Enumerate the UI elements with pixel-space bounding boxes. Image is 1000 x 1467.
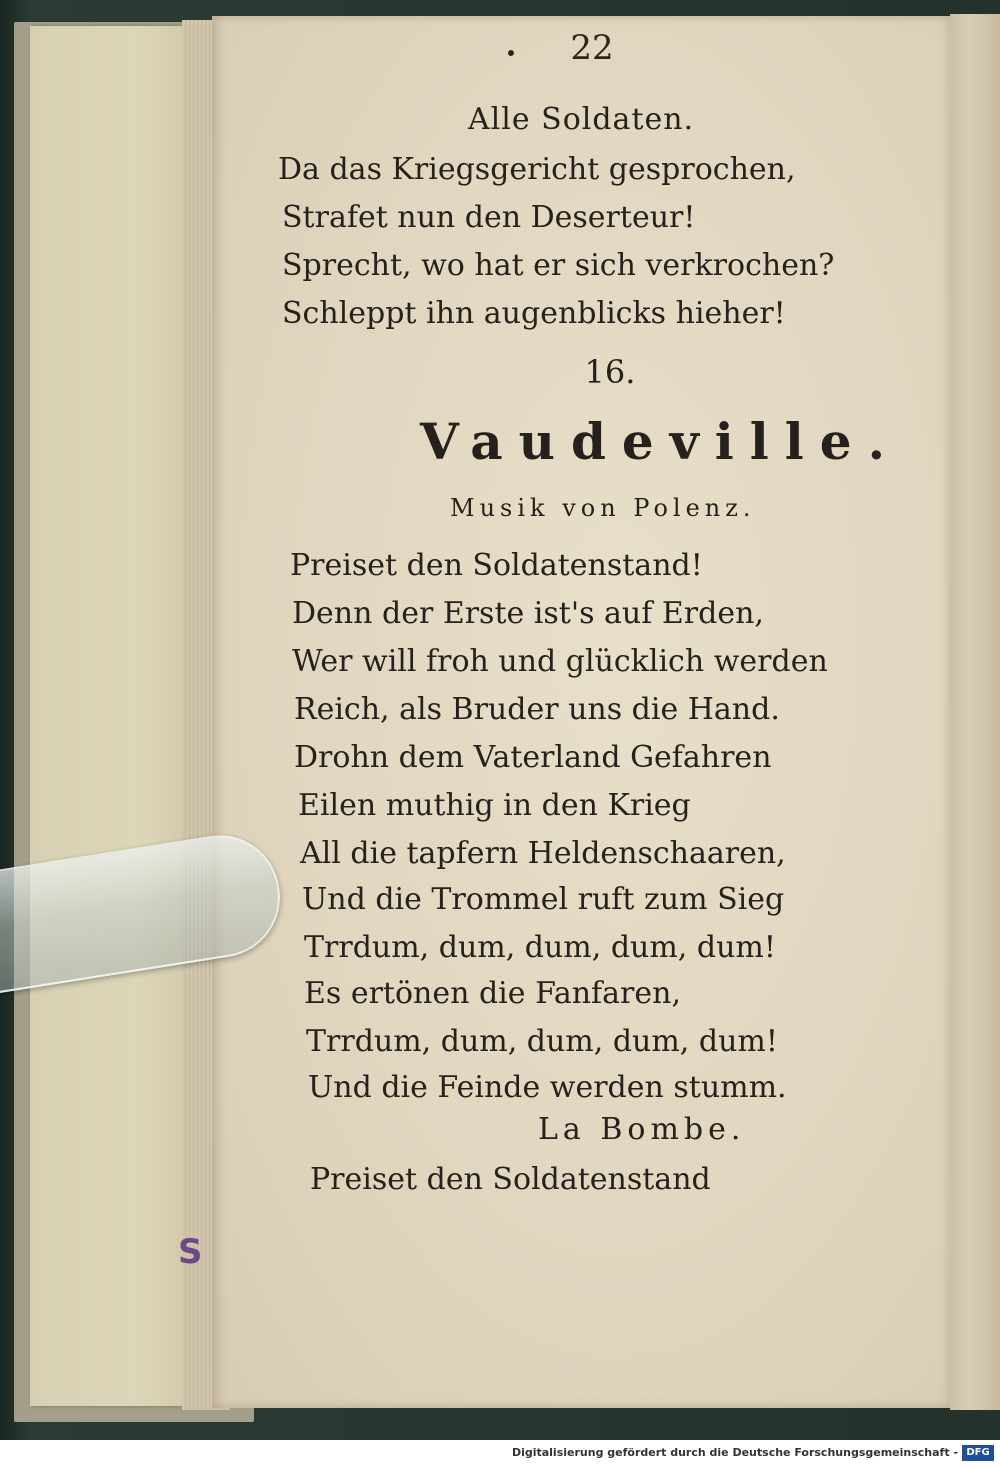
verse-line: Strafet nun den Deserteur! — [282, 200, 696, 235]
page-number: 22 — [570, 28, 614, 68]
verse-line: Wer will froh und glücklich werden — [292, 644, 828, 679]
verse-line: Trrdum, dum, dum, dum, dum! — [306, 1024, 778, 1059]
facing-page-edge — [950, 14, 1000, 1410]
verse-line: Schleppt ihn augenblicks hieher! — [282, 296, 786, 331]
verse-line: Und die Trommel ruft zum Sieg — [302, 882, 785, 917]
verse-line: Trrdum, dum, dum, dum, dum! — [304, 930, 776, 965]
funding-credit: Digitalisierung gefördert durch die Deutsche Forschungsgemeinschaft - — [511, 1446, 958, 1459]
footer-bar — [0, 1440, 1000, 1467]
verse-line: Preiset den Soldatenstand — [310, 1162, 711, 1197]
library-stamp: S — [178, 1232, 203, 1272]
verse-line: Preiset den Soldatenstand! — [290, 548, 703, 583]
verse-line: Da das Kriegsgericht gesprochen, — [278, 152, 796, 187]
verse-line: Reich, als Bruder uns die Hand. — [294, 692, 780, 727]
signature-line: La Bombe. — [538, 1112, 746, 1147]
section-number: 16. — [584, 353, 636, 391]
song-title: Vaudeville. — [420, 412, 901, 471]
page-dot — [508, 50, 514, 56]
verse-line: Sprecht, wo hat er sich verkrochen? — [282, 248, 835, 283]
verse-line: Denn der Erste ist's auf Erden, — [292, 596, 764, 631]
dfg-logo: DFG — [962, 1445, 994, 1461]
verse-line: Und die Feinde werden stumm. — [308, 1070, 787, 1105]
speaker-heading: Alle Soldaten. — [468, 102, 695, 137]
composer-credit: Musik von Polenz. — [450, 494, 756, 522]
verse-line: Es ertönen die Fanfaren, — [304, 976, 681, 1011]
verse-line: Eilen muthig in den Krieg — [298, 788, 691, 823]
verse-line: Drohn dem Vaterland Gefahren — [294, 740, 772, 775]
verse-line: All die tapfern Heldenschaaren, — [300, 836, 786, 871]
endpaper — [30, 26, 205, 1406]
